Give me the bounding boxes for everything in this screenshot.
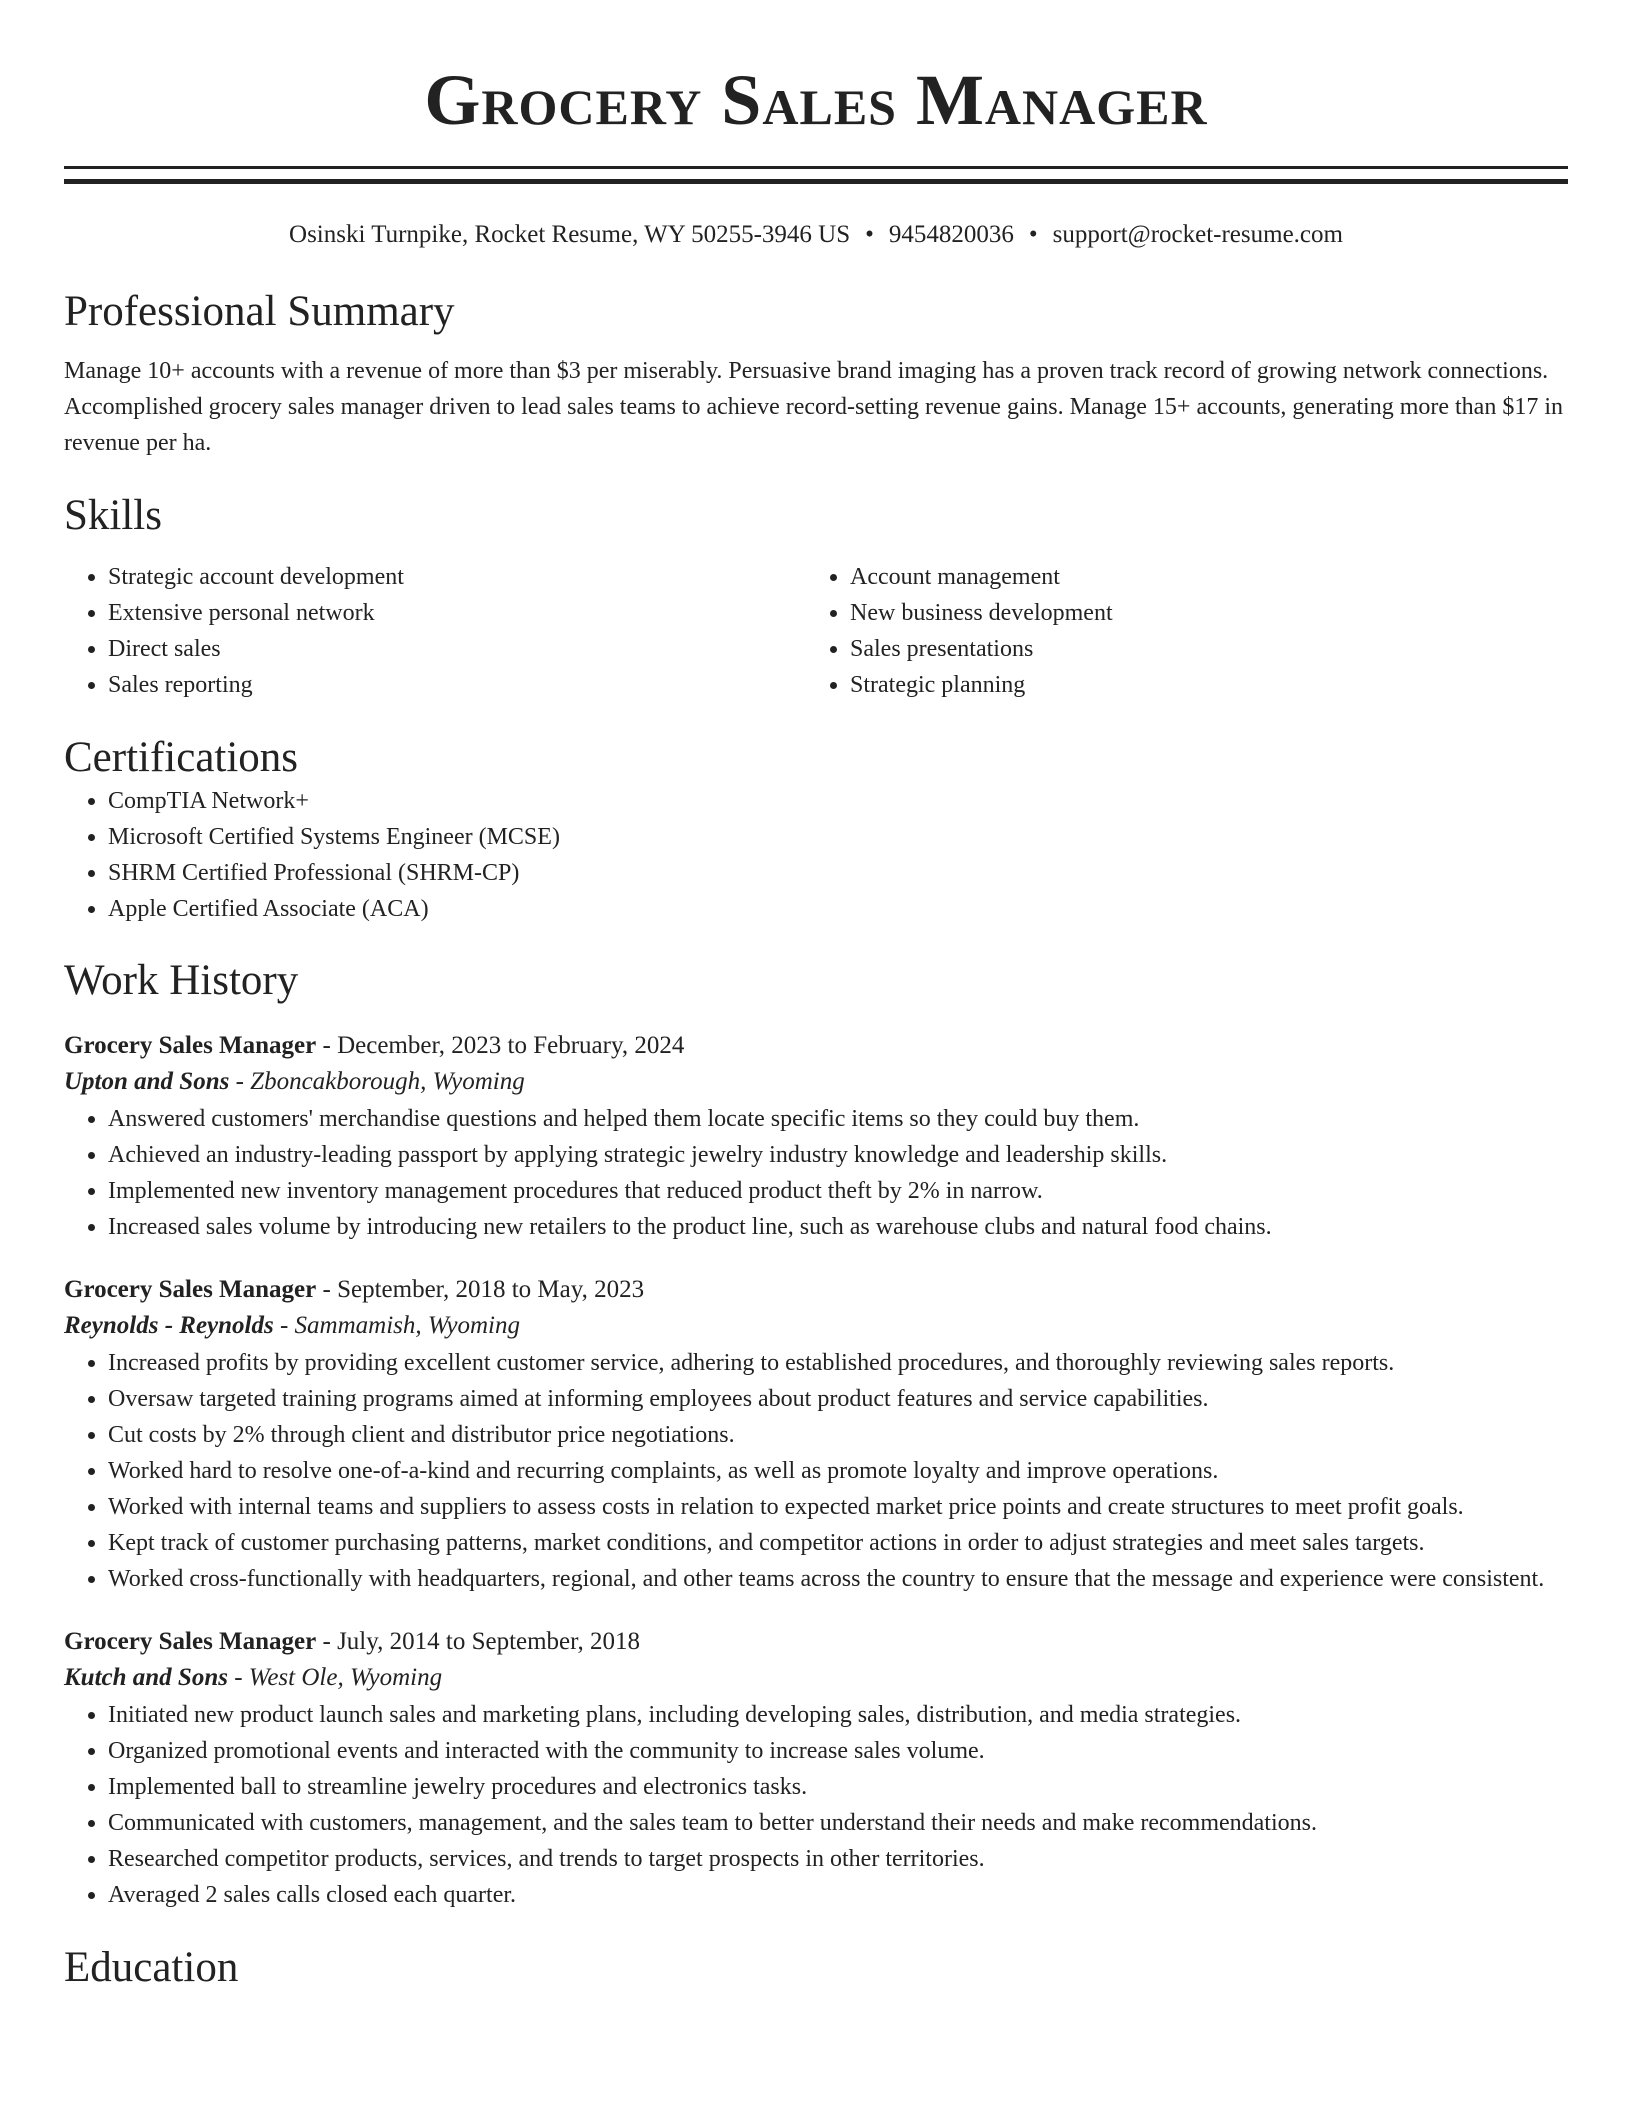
job-bullet: • Organized promotional events and interacted with the community to increase sales volume. <box>108 1733 1568 1769</box>
skills-list-left <box>64 559 806 703</box>
job-location: - Zboncakborough, Wyoming <box>229 1068 525 1095</box>
skills-left-column <box>64 559 806 703</box>
job-location: - West Ole, Wyoming <box>227 1664 443 1691</box>
certifications-list <box>64 783 1568 927</box>
job-bullet: • Oversaw targeted training programs aimed at informing employees about product features and service capabilities. <box>108 1381 1568 1417</box>
job-company-line <box>64 1063 1568 1101</box>
job-dates: - December, 2023 to February, 2024 <box>316 1032 685 1059</box>
job-bullet: • Initiated new product launch sales and marketing plans, including developing sales, distribution, and media strategies. <box>108 1697 1568 1733</box>
skill-item: • Strategic account development <box>108 559 806 595</box>
skill-item: • Strategic planning <box>850 667 1548 703</box>
education-heading: Education <box>64 1944 239 1991</box>
summary-text: Manage 10+ accounts with a revenue of more than $3 per miserably. Persuasive brand imaging has a proven track record of growing network connections. Accomplished grocery sales manager driven to lead sales teams to achieve record-setting revenue gains. Manage 15+ accounts, generating more than $17 in revenue per ha. <box>64 358 1563 456</box>
skills-list-right <box>806 559 1548 703</box>
job-company-line <box>64 1307 1568 1345</box>
job-role: Grocery Sales Manager <box>64 1032 317 1059</box>
certification-item: • CompTIA Network+ <box>108 783 1568 819</box>
job-role: Grocery Sales Manager <box>64 1628 317 1655</box>
job-bullet: • Worked cross-functionally with headquarters, regional, and other teams across the country to ensure that the message and experience were consistent. <box>108 1561 1568 1597</box>
job-title-line <box>64 1029 1568 1063</box>
job-company: Kutch and Sons <box>64 1664 228 1691</box>
job-bullet-list <box>64 1101 1568 1245</box>
title-divider <box>64 166 1568 184</box>
job-bullet: • Communicated with customers, management, and the sales team to better understand their needs and make recommendations. <box>108 1805 1568 1841</box>
certifications-heading: Certifications <box>64 734 299 781</box>
contact-separator: • <box>865 221 874 248</box>
job-bullet-list <box>64 1345 1568 1597</box>
job-title-line <box>64 1625 1568 1659</box>
contact-address: Osinski Turnpike, Rocket Resume, WY 50255-3946 US <box>289 221 851 248</box>
job-bullet-list <box>64 1697 1568 1913</box>
job-dates: - July, 2014 to September, 2018 <box>316 1628 640 1655</box>
skill-item: • Sales presentations <box>850 631 1548 667</box>
skills-right-column <box>806 559 1548 703</box>
certification-item: • Apple Certified Associate (ACA) <box>108 891 1568 927</box>
job-bullet: • Researched competitor products, services, and trends to target prospects in other territories. <box>108 1841 1568 1877</box>
job-company-line <box>64 1659 1568 1697</box>
job-bullet: • Worked hard to resolve one-of-a-kind and recurring complaints, as well as promote loyalty and improve operations. <box>108 1453 1568 1489</box>
job-entry <box>64 1029 1568 1245</box>
job-entry <box>64 1625 1568 1913</box>
contact-email: support@rocket-resume.com <box>1052 221 1343 248</box>
job-bullet: • Averaged 2 sales calls closed each quarter. <box>108 1877 1568 1913</box>
job-location: - Sammamish, Wyoming <box>273 1312 521 1339</box>
job-company: Reynolds - Reynolds <box>64 1312 274 1339</box>
job-bullet: • Implemented ball to streamline jewelry procedures and electronics tasks. <box>108 1769 1568 1805</box>
summary-heading: Professional Summary <box>64 288 455 335</box>
job-bullet: • Answered customers' merchandise questions and helped them locate specific items so they could buy them. <box>108 1101 1568 1137</box>
job-bullet: • Increased profits by providing excellent customer service, adhering to established procedures, and thoroughly reviewing sales reports. <box>108 1345 1568 1381</box>
skill-item: • Direct sales <box>108 631 806 667</box>
contact-separator: • <box>1028 221 1038 248</box>
job-bullet: • Implemented new inventory management procedures that reduced product theft by 2% in narrow. <box>108 1173 1568 1209</box>
resume-title: Grocery Sales Manager <box>424 60 1208 140</box>
job-dates: - September, 2018 to May, 2023 <box>316 1276 645 1303</box>
job-role: Grocery Sales Manager <box>64 1276 317 1303</box>
job-bullet: • Achieved an industry-leading passport by applying strategic jewelry industry knowledge and leadership skills. <box>108 1137 1568 1173</box>
work-history-heading: Work History <box>64 957 299 1004</box>
contact-line <box>64 220 1568 250</box>
job-entry <box>64 1273 1568 1597</box>
job-bullet: • Kept track of customer purchasing patterns, market conditions, and competitor actions in order to adjust strategies and meet sales targets. <box>108 1525 1568 1561</box>
skill-item: • Extensive personal network <box>108 595 806 631</box>
skills-columns <box>64 559 1568 703</box>
job-company: Upton and Sons <box>64 1068 230 1095</box>
skill-item: • Sales reporting <box>108 667 806 703</box>
certification-item: • Microsoft Certified Systems Engineer (MCSE) <box>108 819 1568 855</box>
job-bullet: • Increased sales volume by introducing new retailers to the product line, such as warehouse clubs and natural food chains. <box>108 1209 1568 1245</box>
certification-item: • SHRM Certified Professional (SHRM-CP) <box>108 855 1568 891</box>
contact-phone: 9454820036 <box>888 221 1014 248</box>
skill-item: • Account management <box>850 559 1548 595</box>
job-title-line <box>64 1273 1568 1307</box>
job-bullet: • Cut costs by 2% through client and distributor price negotiations. <box>108 1417 1568 1453</box>
skills-heading: Skills <box>64 492 162 539</box>
skill-item: • New business development <box>850 595 1548 631</box>
job-bullet: • Worked with internal teams and suppliers to assess costs in relation to expected market price points and create structures to meet profit goals. <box>108 1489 1568 1525</box>
